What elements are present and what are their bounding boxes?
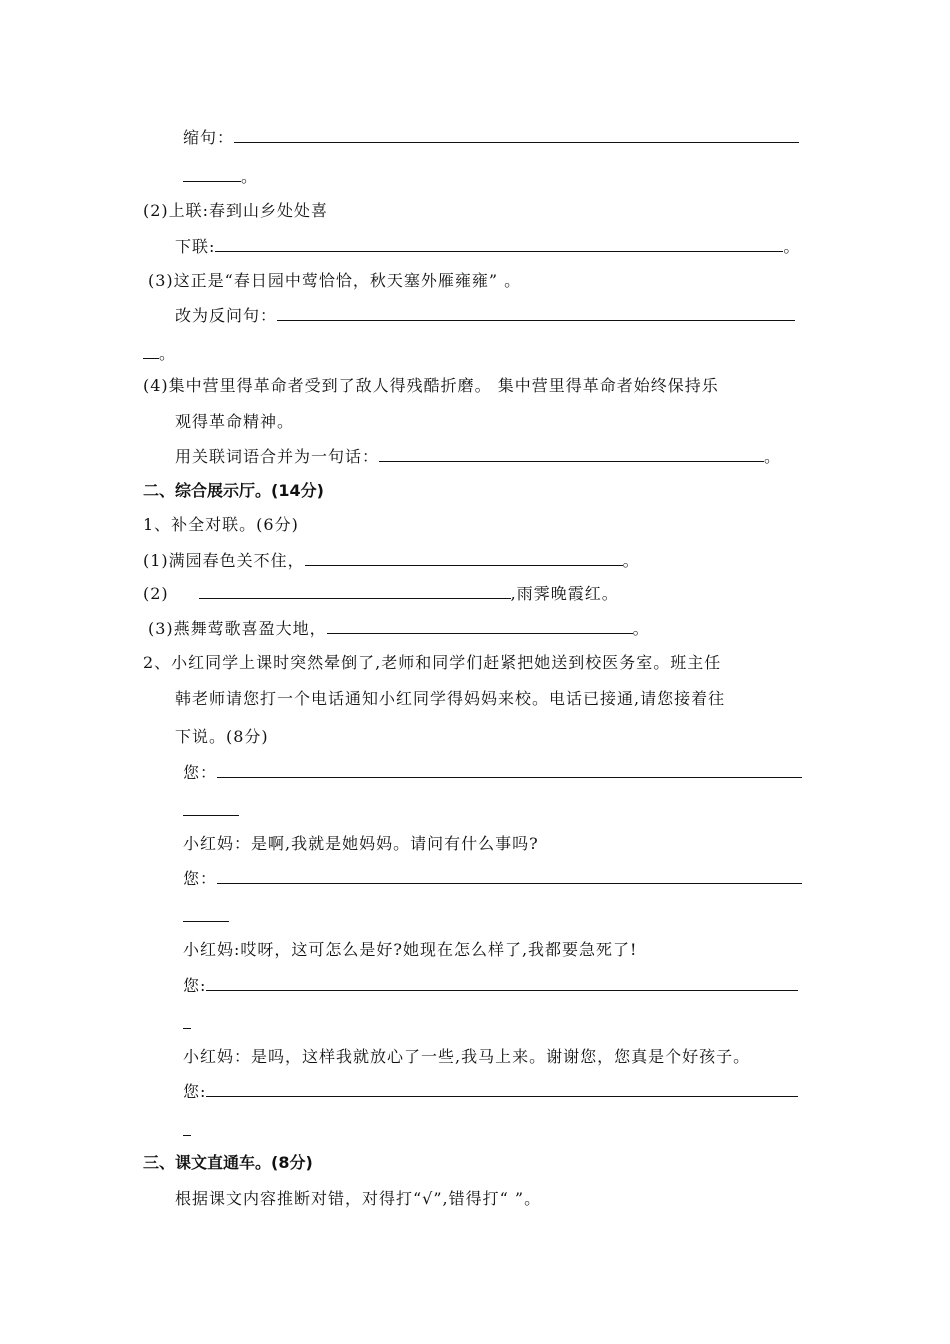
question-1: 1、补全对联。(6分) xyxy=(143,515,299,534)
answer-blank[interactable] xyxy=(305,551,623,566)
shorten-sentence-continuation xyxy=(183,166,258,188)
period: 。 xyxy=(159,344,177,363)
you-line-2-continuation xyxy=(183,906,229,928)
you-label: 您： xyxy=(183,869,218,888)
couplet-3-line xyxy=(148,618,650,640)
couplet-3-label: (3)燕舞莺歌喜盈大地， xyxy=(148,619,327,638)
answer-blank[interactable] xyxy=(206,1082,798,1097)
period: 。 xyxy=(241,167,259,186)
answer-blank[interactable] xyxy=(206,976,798,991)
rhetorical-question-line xyxy=(175,305,795,327)
period: 。 xyxy=(632,619,650,638)
couplet-1-line xyxy=(143,550,640,572)
lower-couplet-line xyxy=(175,236,800,258)
combine-sentence-line xyxy=(175,446,781,468)
answer-blank[interactable] xyxy=(183,1014,191,1029)
answer-blank[interactable] xyxy=(183,1121,191,1136)
answer-blank[interactable] xyxy=(183,907,229,922)
question-2-line-1: 2、小红同学上课时突然晕倒了,老师和同学们赶紧把她送到校医务室。班主任 xyxy=(143,653,722,672)
you-line-4 xyxy=(183,1081,798,1103)
answer-blank[interactable] xyxy=(199,584,511,599)
item-4-sentence: (4)集中营里得革命者受到了敌人得残酷折磨。 集中营里得革命者始终保持乐 xyxy=(143,376,719,395)
question-2-line-2: 韩老师请您打一个电话通知小红同学得妈妈来校。电话已接通,请您接着往 xyxy=(175,689,726,708)
answer-blank[interactable] xyxy=(327,619,633,634)
answer-blank[interactable] xyxy=(234,128,799,143)
section-3-instruction: 根据课文内容推断对错，对得打“√”,错得打“ ”。 xyxy=(175,1189,542,1208)
you-label: 您: xyxy=(183,1082,207,1101)
item-2-upper-couplet: (2)上联:春到山乡处处喜 xyxy=(143,201,329,220)
couplet-2-label: (2) xyxy=(143,584,169,603)
period: 。 xyxy=(783,237,801,256)
lower-couplet-label: 下联: xyxy=(175,237,216,256)
you-line-4-continuation xyxy=(183,1120,191,1142)
you-label: 您： xyxy=(183,763,218,782)
shorten-sentence-label: 缩句： xyxy=(183,128,235,147)
item-4-sentence-continuation: 观得革命精神。 xyxy=(175,412,295,431)
you-line-3 xyxy=(183,975,798,997)
item-3-sentence: (3)这正是“春日园中莺恰恰，秋天塞外雁雍雍” 。 xyxy=(148,271,522,290)
period: 。 xyxy=(622,551,640,570)
mom-line-2: 小红妈:哎呀，这可怎么是好?她现在怎么样了,我都要急死了! xyxy=(183,940,638,959)
rhetorical-question-continuation xyxy=(143,343,176,365)
mom-line-1: 小红妈：是啊,我就是她妈妈。请问有什么事吗? xyxy=(183,834,539,853)
answer-blank[interactable] xyxy=(143,344,159,359)
rhetorical-question-label: 改为反问句： xyxy=(175,306,278,325)
section-2-heading: 二、综合展示厅。(14分) xyxy=(143,481,324,500)
mom-line-3: 小红妈：是吗，这样我就放心了一些,我马上来。谢谢您，您真是个好孩子。 xyxy=(183,1047,751,1066)
you-line-1-continuation xyxy=(183,800,239,822)
you-label: 您: xyxy=(183,976,207,995)
combine-sentence-label: 用关联词语合并为一句话： xyxy=(175,447,380,466)
answer-blank[interactable] xyxy=(379,447,764,462)
section-3-heading: 三、课文直通车。(8分) xyxy=(143,1153,313,1172)
you-line-1 xyxy=(183,762,802,784)
answer-blank[interactable] xyxy=(215,237,783,252)
question-2-line-3: 下说。(8分) xyxy=(175,727,269,746)
answer-blank[interactable] xyxy=(183,801,239,816)
you-line-2 xyxy=(183,868,802,890)
period: 。 xyxy=(764,447,782,466)
answer-blank[interactable] xyxy=(217,763,802,778)
couplet-2-tail: ,雨霁晚霞红。 xyxy=(510,584,619,603)
you-line-3-continuation xyxy=(183,1013,191,1035)
answer-blank[interactable] xyxy=(277,306,795,321)
answer-blank[interactable] xyxy=(217,869,802,884)
shorten-sentence-line xyxy=(183,127,799,149)
couplet-1-label: (1)满园春色关不住， xyxy=(143,551,305,570)
couplet-2-line xyxy=(143,583,619,605)
answer-blank[interactable] xyxy=(183,167,241,182)
